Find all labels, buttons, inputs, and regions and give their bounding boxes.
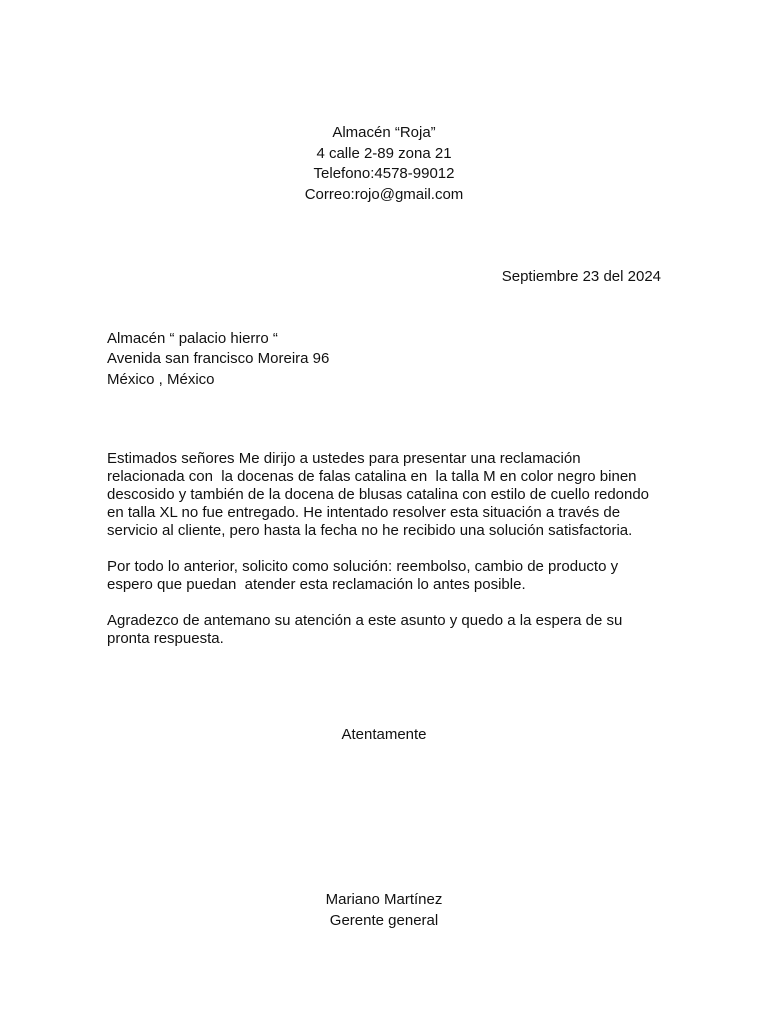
body-paragraph-2-line: espero que puedan atender esta reclamación lo antes posible. xyxy=(107,576,526,593)
letter-date: Septiembre 23 del 2024 xyxy=(501,268,661,285)
sender-email: Correo:rojo@gmail.com xyxy=(304,186,464,203)
body-paragraph-3-line: pronta respuesta. xyxy=(107,630,224,647)
body-paragraph-1-line: descosido y también de la docena de blusas catalina con estilo de cuello redondo xyxy=(107,486,650,503)
recipient-street: Avenida san francisco Moreira 96 xyxy=(107,350,330,367)
body-paragraph-2-line: Por todo lo anterior, solicito como solución: reembolso, cambio de producto y xyxy=(107,558,619,575)
closing: Atentamente xyxy=(341,726,427,743)
signature-name: Mariano Martínez xyxy=(325,891,443,908)
signature-title: Gerente general xyxy=(329,912,439,929)
body-paragraph-3-line: Agradezco de antemano su atención a este asunto y quedo a la espera de su xyxy=(107,612,623,629)
sender-phone: Telefono:4578-99012 xyxy=(313,165,455,182)
body-paragraph-1-line: relacionada con la docenas de falas catalina en la talla M en color negro binen xyxy=(107,468,637,485)
body-paragraph-1-line: en talla XL no fue entregado. He intentado resolver esta situación a través de xyxy=(107,504,621,521)
body-paragraph-1-line: Estimados señores Me dirijo a ustedes para presentar una reclamación xyxy=(107,450,581,467)
body-paragraph-1-line: servicio al cliente, pero hasta la fecha no he recibido una solución satisfactoria. xyxy=(107,522,633,539)
sender-name: Almacén “Roja” xyxy=(332,124,436,141)
recipient-city: México , México xyxy=(107,371,215,388)
recipient-name: Almacén “ palacio hierro “ xyxy=(107,330,278,347)
sender-address: 4 calle 2-89 zona 21 xyxy=(316,145,452,162)
